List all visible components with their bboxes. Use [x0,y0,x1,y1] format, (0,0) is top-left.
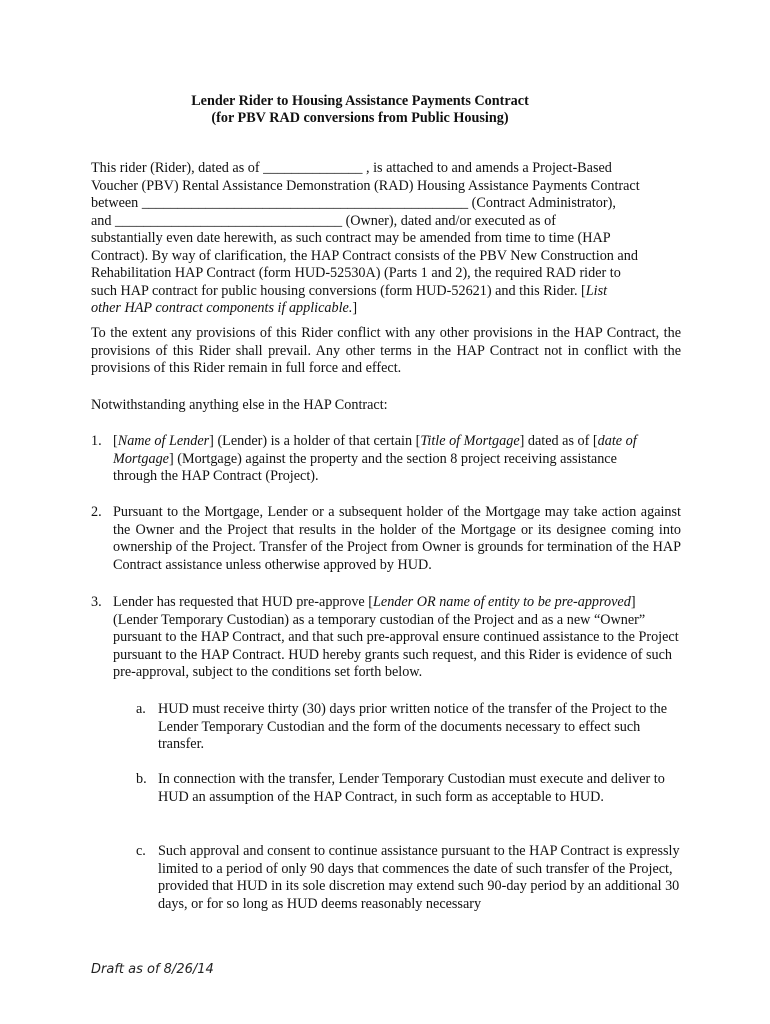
intro-line: between ______________________________________________ (Contract Administrator), [91,195,616,211]
intro-text: ] [352,300,358,316]
sub-item-body: HUD must receive thirty (30) days prior written notice of the transfer of the Project to the Lender Temporary Custodian and the form of the documents necessary to effect such transfer. [158,701,668,752]
item-text: ] (Lender) is a holder of that certain [ [209,433,421,449]
item-italic-text: Name of Lender [117,433,210,449]
item-italic-text: Title of Mortgage [420,433,520,449]
item-line: through the HAP Contract (Project). [113,468,319,484]
item-text: ] dated as of [ [519,433,598,449]
document-title [90,93,630,127]
numbered-item-3 [91,594,681,682]
intro-italic-text: List [585,282,608,299]
intro-line [91,300,681,318]
notwithstanding-paragraph [91,397,681,415]
item-text: Lender has requested that HUD pre-approve [ [113,594,373,610]
sub-item-letter: b. [136,771,147,787]
conflict-paragraph [91,325,681,378]
notwithstanding-text: Notwithstanding anything else in the HAP Contract: [91,397,388,413]
item-italic-text: Lender OR name of entity to be pre-approved [373,594,631,610]
intro-line: Contract). By way of clarification, the HAP Contract consists of the PBV New Construction and [91,247,638,264]
draft-footer: Draft as of 8/26/14 [91,962,214,977]
sub-item-b [136,771,682,806]
item-text: ] (Mortgage) against the property and the section 8 project receiving assistance [168,450,617,467]
item-number: 3. [91,594,102,610]
title-line-1: Lender Rider to Housing Assistance Payments Contract [191,93,529,109]
item-body [113,433,681,486]
item-line [113,433,681,451]
intro-line [91,283,681,301]
conflict-text: To the extent any provisions of this Rider conflict with any other provisions in the HAP Contract, the provisions of this Rider shall prevail. Any other terms in the HAP Contract not in conflict with the provisions of this Rider remain in full force and effect. [91,325,681,376]
intro-paragraph [91,160,681,318]
intro-line: substantially even date herewith, as such contract may be amended from time to time (HAP [91,230,611,246]
intro-text: such HAP contract for public housing conversions (form HUD-52621) and this Rider. [ [91,282,586,299]
intro-line: and ________________________________ (Owner), dated and/or executed as of [91,212,556,229]
item-italic-text: Mortgage [113,450,169,467]
intro-italic-text: other HAP contract components if applicable. [91,300,353,316]
sub-item-c [136,843,682,913]
intro-line: Rehabilitation HAP Contract (form HUD-52530A) (Parts 1 and 2), the required RAD rider to [91,265,621,281]
item-body [113,594,681,682]
intro-line: This rider (Rider), dated as of ______________ , is attached to and amends a Project-Based [91,160,612,176]
item-line [113,451,681,469]
sub-item-letter: a. [136,701,146,717]
item-italic-text: date of [597,433,637,449]
numbered-item-1 [91,433,681,486]
sub-item-body: Such approval and consent to continue assistance pursuant to the HAP Contract is expressly limited to a period of only 90 days that commences the date of such transfer of the Project, provided that HUD in its sole discretion may extend such 90-day period by an additional 30 days, or for so long as HUD deems reasonably necessary [158,843,680,912]
intro-line: Voucher (PBV) Rental Assistance Demonstration (RAD) Housing Assistance Payments Contract [91,177,640,194]
item-text: ] (Lender Temporary Custodian) as a temporary custodian of the Project and as a new “Owner” pursuant to the HAP Contract, and that such pre-approval ensure continued assistance to the Project pursuant to the HAP Contract. HUD hereby grants such request, and this Rider is evidence of such pre-approval, subject to the conditions set forth below. [113,594,679,680]
item-body: Pursuant to the Mortgage, Lender or a subsequent holder of the Mortgage may take action against the Owner and the Project that results in the holder of the Mortgage or its designee coming into ownership of the Project. Transfer of the Project from Owner is grounds for termination of the HAP Contract assistance unless otherwise approved by HUD. [113,504,681,573]
numbered-item-2 [91,504,681,574]
item-text: [ [113,433,118,449]
sub-item-body: In connection with the transfer, Lender Temporary Custodian must execute and deliver to HUD an assumption of the HAP Contract, in such form as acceptable to HUD. [158,771,665,805]
item-number: 1. [91,433,102,449]
sub-item-a [136,701,682,754]
sub-item-letter: c. [136,843,146,859]
item-number: 2. [91,504,102,520]
title-line-2: (for PBV RAD conversions from Public Housing) [211,110,509,126]
